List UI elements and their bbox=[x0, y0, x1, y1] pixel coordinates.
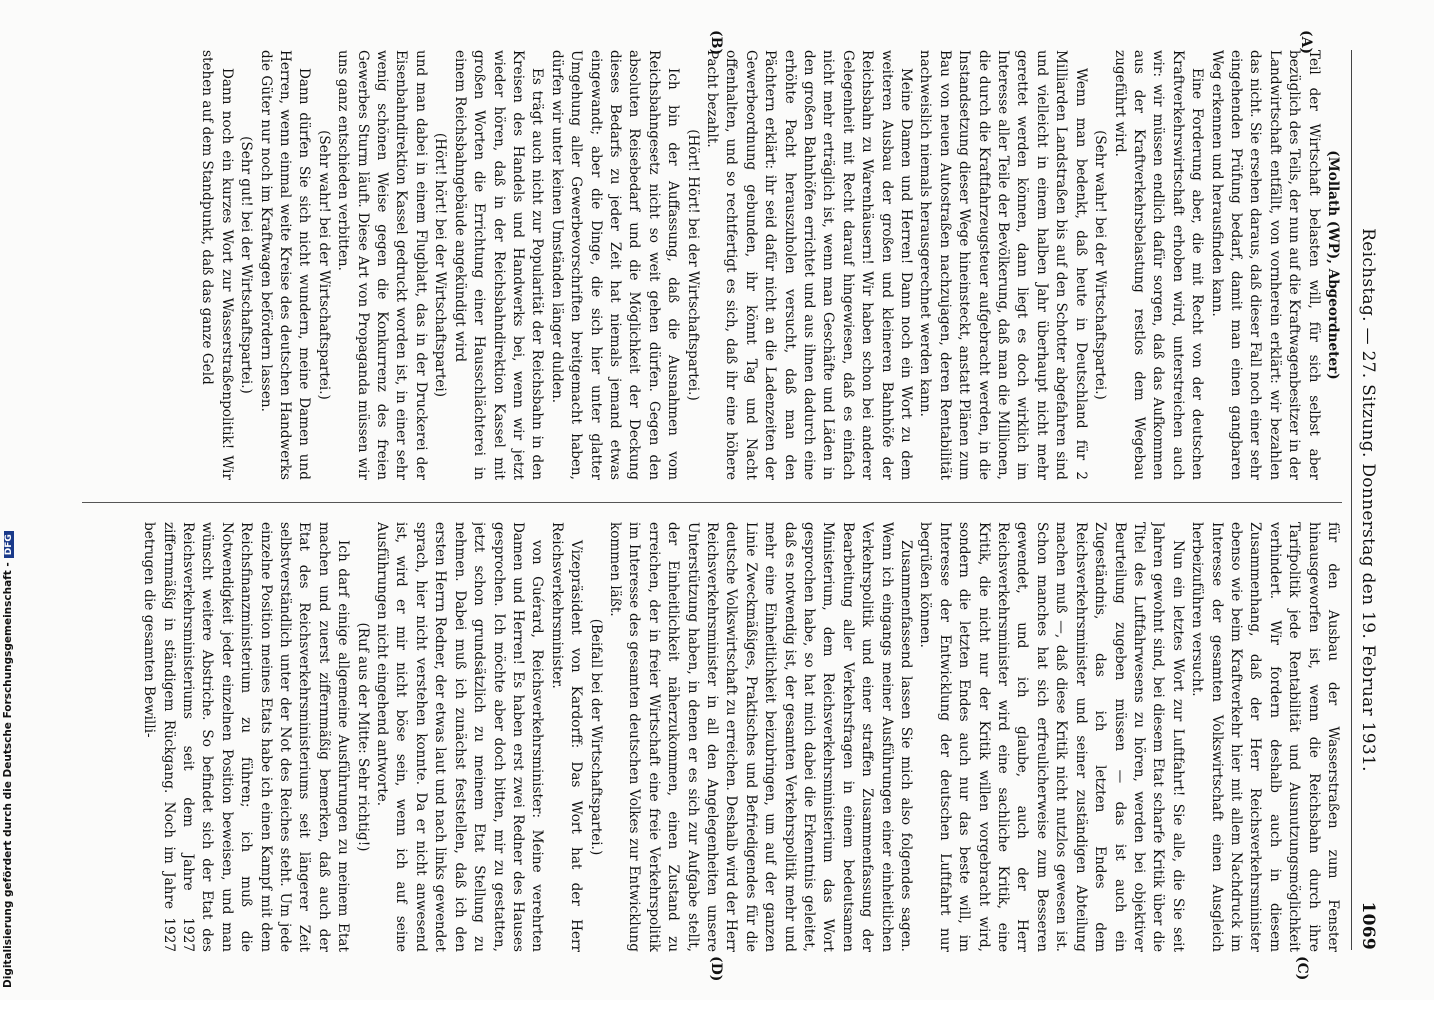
paragraph: Ich bin der Auffassung, daß die Ausnahmen vom Reichsbahngesetz nicht so weit gehen dürfen. Gegen den absoluten Reisebedarf und die Möglichkeit der Deckung dieses Bedarfs zu jeder Zeit hat niemals jemand etwas eingewandt; aber die Dinge, die sich hier unter glatter Umgehung aller Gewerbevorschriften breitgemacht haben, dürfen wir unter keinen Umständen länger dulden. bbox=[548, 50, 682, 480]
speaker-continuation: (Mollath (WP), Abgeordneter) bbox=[1325, 150, 1341, 380]
footer-text: Digitalisierung gefördert durch die Deutsche Forschungsgemeinschaft - bbox=[2, 562, 14, 988]
paragraph: Wenn man bedenkt, daß heute in Deutschland für 2 Milliarden Landstraßen bis auf den Schotter abgefahren sind und vielleicht in einem halben Jahr überhaupt nicht mehr gerettet werden können, dann liegt es doch wirklich im Interesse aller Teile der Bevölkerung, daß man die Millionen, die durch die Kraftfahrzeugsteuer aufgebracht werden, in die Instandsetzung dieser Wege hineinsteckt, anstatt Plänen zum Bau von neuen Autostraßen nachzujagen, deren Rentabilität nachweislich niemals herausgerechnet werden kann. bbox=[917, 50, 1089, 480]
interjection: (Sehr wahr! bei der Wirtschaftspartei.) bbox=[315, 130, 332, 400]
interjection: (Sehr gut! bei der Wirtschaftspartei.) bbox=[238, 136, 255, 394]
paragraph: für den Ausbau der Wasserstraßen zum Fenster hinausgeworfen ist, wenn die Reichsbahn durch ihre Tarifpolitik jede Rentabilität und Ausnutzungsmöglichkeit verhindert. Wir fordern deshalb auch in diesem Zusammenhang, daß der Herr Reichsverkehrsminister ebenso wie beim Kraftverkehr hier mit allem Nachdruck im Interesse der gesamten Volkswirtschaft einen Ausgleich herbeizuführen versucht. bbox=[1189, 522, 1341, 952]
paragraph: und man dabei in einem Flugblatt, das in der Druckerei der Eisenbahndirektion Kassel gedruckt worden ist, in einer sehr wenig schönen Weise gegen die Konkurrenz des freien Gewerbes Sturm läuft. Diese Art von Propaganda müssen wir uns ganz entschieden verbitten. bbox=[335, 50, 429, 480]
left-column bbox=[52, 50, 1342, 480]
page-number: 1069 bbox=[1358, 901, 1378, 950]
interjection: (Sehr wahr! bei der Wirtschaftspartei.) bbox=[1092, 130, 1109, 400]
paragraph: Dann dürfen Sie sich nicht wundern, meine Damen und Herren, wenn einmal weite Kreise des deutschen Handwerks die Güter nur noch im Kraftwagen befördern lassen. bbox=[257, 50, 313, 480]
margin-marker-d: (D) bbox=[708, 956, 724, 982]
funding-footer bbox=[2, 531, 14, 988]
interjection: (Hört! hört! bei der Wirtschaftspartei) bbox=[432, 132, 449, 398]
paragraph: Es trägt auch nicht zur Popularität der Reichsbahn in den Kreisen des Handels und Handwerks bei, wenn wir jetzt wieder hören, daß in der Reichsbahndirektion Kassel mit großen Worten die Errichtung einer Hausschlächterei in einem Reichsbahngebäude angekündigt wird bbox=[451, 50, 546, 480]
paragraph: Ich darf einige allgemeine Ausführungen zu meinem Etat machen und zuerst ziffernmäßig bemerken, daß auch der Etat des Reichsverkehrsministeriums seit längerer Zeit selbstverständlich unter der Not des Reiches steht. Um jede einzelne Position meines Etats habe ich einen Kampf mit dem Reichsfinanzministerium zu führen; ich muß die Notwendigkeit jeder einzelnen Position beweisen, und man wünscht weitere Abstriche. So befindet sich der Etat des Reichsverkehrsministeriums seit dem Jahre 1927 ziffernmäßig in ständigem Rückgang. Noch im Jahre 1927 betrugen die gesamten Bewilli- bbox=[141, 522, 352, 952]
rotated-page-content bbox=[70, 10, 1390, 1010]
paragraph: Teil der Wirtschaft belasten will, für sich selbst aber bezüglich des Teils, der nun auf die Kraftwagenbesitzer in der Landwirtschaft entfällt, von vornherein erklärt: wir bezahlen das nicht. Sie ersehen daraus, daß dieser Fall noch einer sehr eingehenden Prüfung bedarf, damit man einen gangbaren Weg erkennen und herausfinden kann. bbox=[1208, 50, 1322, 480]
right-column bbox=[52, 522, 1342, 952]
paragraph: Meine Damen und Herren! Dann noch ein Wort zu dem weiteren Ausbau der großen und kleineren Bahnhöfe der Reichsbahn zu Warenhäusern! Wir haben schon bei anderer Gelegenheit mit Recht darauf hingewiesen, daß es einfach nicht mehr erträglich ist, wenn man Geschäfte und Läden in den großen Bahnhöfen errichtet und aus ihnen dadurch eine erhöhte Pacht herauszuholen versucht, daß man den Pächtern erklärt: ihr seid dafür nicht an die Ladenzeiten der Gewerbeordnung gebunden, ihr könnt Tag und Nacht offenhalten, und so rechtfertigt es sich, daß ihr eine höhere Pacht bezahlt. bbox=[704, 50, 915, 480]
margin-marker-c: (C) bbox=[1294, 956, 1310, 981]
dfg-logo: DFG bbox=[4, 531, 14, 558]
paragraph: Dann noch ein kurzes Wort zur Wasserstraßenpolitik! Wir stehen auf dem Standpunkt, daß das ganze Geld bbox=[199, 50, 235, 480]
running-title: Reichstag. — 27. Sitzung. Donnerstag den 19. Februar 1931. bbox=[1358, 228, 1378, 772]
paragraph: Nun ein letztes Wort zur Luftfahrt! Sie alle, die Sie seit Jahren gewohnt sind, bei diesem Etat scharfe Kritik über die Titel des Luftfahrwesens zu hören, werden bei objektiver Beurteilung zugeben müssen — das ist auch ein Zugeständnis, das ich letzten Endes dem Reichsverkehrsminister und seiner zuständigen Abteilung machen muß —, daß diese Kritik nicht nutzlos gewesen ist. Schon manches hat sich erfreulicherweise zum Besseren gewendet, und ich glaube, auch der Herr Reichsverkehrsminister wird eine sachliche Kritik, eine Kritik, die nicht nur der Kritik willen vorgebracht wird, sondern die letzten Endes auch nur das beste will, im Interesse der Entwicklung der deutschen Luftfahrt nur begrüßen können. bbox=[917, 522, 1186, 952]
speaker-paragraph: von Guérard, Reichsverkehrsminister: Meine verehrten Damen und Herren! Es haben erst zwei Redner des Hauses gesprochen. Ich möchte aber doch bitten, mir zu gestatten, jetzt schon grundsätzlich zu meinem Etat Stellung zu nehmen. Dabei muß ich zunächst feststellen, daß ich den ersten Herrn Redner, der etwas laut und nach links gewendet sprach, hier nicht verstehen konnte. Da er nicht anwesend ist, wird er mir nicht böse sein, wenn ich auf seine Ausführungen nicht eingehend antworte. bbox=[374, 522, 546, 952]
column-divider bbox=[82, 502, 1342, 503]
margin-marker-b: (B) bbox=[708, 30, 724, 56]
paragraph: Zusammenfassend lassen Sie mich also folgendes sagen. Wenn ich eingangs meiner Ausführungen einer einheitlichen Verkehrspolitik und einer straffen Zusammenfassung der Bearbeitung aller Verkehrsfragen in einem bedeutsamen Ministerium, dem Reichsverkehrsministerium das Wort gesprochen habe, so hat mich dabei die Erkenntnis geleitet, daß es notwendig ist, der gesamten Verkehrspolitik mehr und mehr eine Einheitlichkeit beizubringen, um auf der ganzen Linie Zweckmäßiges, Praktisches und Befriedigendes für die deutsche Volkswirtschaft zu erreichen. Deshalb wird der Herr Reichsverkehrsminister in all den Angelegenheiten unsere Unterstützung haben, in denen er es sich zur Aufgabe stellt, der Einheitlichkeit näherzukommen, einen Zustand zu erreichen, der in freier Wirtschaft eine freie Verkehrspolitik im Interesse des gesamten deutschen Volkes zur Entwicklung kommen läßt. bbox=[606, 522, 915, 952]
interjection: (Hört! Hört! bei der Wirtschaftspartei.) bbox=[684, 129, 701, 401]
interjection: (Ruf aus der Mitte: Sehr richtig!) bbox=[354, 622, 371, 852]
page-header bbox=[1351, 50, 1382, 950]
speaker-paragraph: Vizepräsident von Kardorff: Das Wort hat der Herr Reichsverkehrsminister. bbox=[548, 522, 585, 952]
interjection: (Beifall bei der Wirtschaftspartei.) bbox=[587, 618, 604, 856]
margin-marker-a: (A) bbox=[1298, 30, 1314, 55]
paragraph: Eine Forderung aber, die mit Recht von der deutschen Kraftverkehrswirtschaft erhoben wird, unterstreichen auch wir: wir müssen endlich dafür sorgen, daß das Aufkommen aus der Kraftverkehrsbelastung restlos dem Wegebau zugeführt wird. bbox=[1111, 50, 1206, 480]
